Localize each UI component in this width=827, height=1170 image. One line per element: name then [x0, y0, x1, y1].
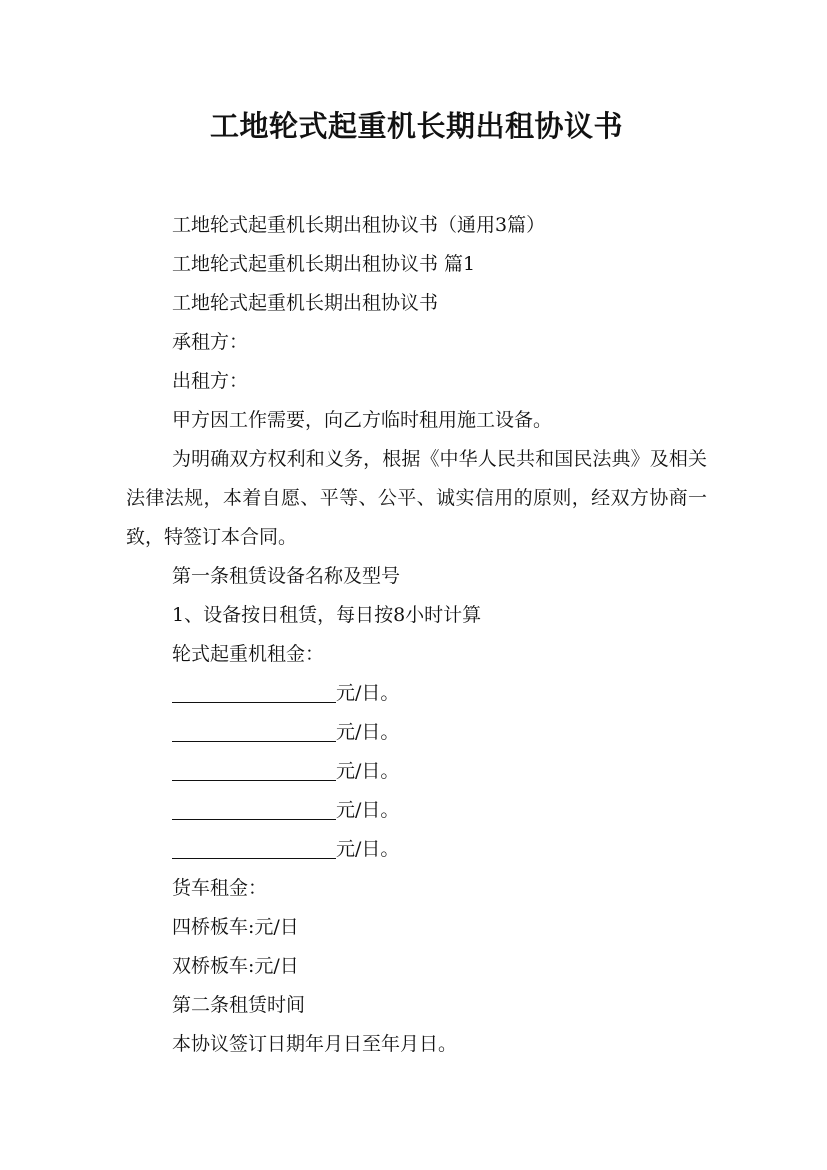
rate-unit: 元/日。	[336, 682, 400, 704]
blank-fill-line	[172, 836, 336, 859]
document-title: 工地轮式起重机长期出租协议书	[209, 109, 623, 143]
rate-line	[126, 713, 707, 752]
crane-rent-label: 轮式起重机租金：	[172, 643, 325, 665]
lessor-label: 出租方：	[172, 370, 249, 392]
basis-paragraph: 为明确双方权利和义务，根据《中华人民共和国民法典》及相关法律法规，本着自愿、平等、公平、诚实信用的原则，经双方协商一致，特签订本合同。	[126, 448, 707, 548]
article1-item1: 1、设备按日租赁，每日按8小时计算	[172, 604, 482, 626]
article2-heading: 第二条租赁时间	[172, 994, 306, 1016]
article2-text: 本协议签订日期年月日至年月日。	[172, 1033, 458, 1055]
lessee-label: 承租方：	[172, 331, 249, 353]
truck-two-axle: 双桥板车:元/日	[172, 955, 299, 977]
blank-fill-line	[172, 797, 336, 820]
section-heading: 工地轮式起重机长期出租协议书 篇1	[172, 253, 476, 275]
rate-line	[126, 674, 707, 713]
blank-fill-line	[172, 758, 336, 781]
document-subtitle: 工地轮式起重机长期出租协议书（通用3篇）	[172, 214, 546, 236]
rate-unit: 元/日。	[336, 760, 400, 782]
truck-rent-label: 货车租金：	[172, 877, 268, 899]
rate-line	[126, 791, 707, 830]
blank-fill-line	[172, 680, 336, 703]
article1-heading: 第一条租赁设备名称及型号	[172, 565, 401, 587]
rate-line	[126, 752, 707, 791]
agreement-title: 工地轮式起重机长期出租协议书	[172, 292, 439, 314]
rate-unit: 元/日。	[336, 799, 400, 821]
rate-unit: 元/日。	[336, 838, 400, 860]
rate-unit: 元/日。	[336, 721, 400, 743]
purpose-paragraph: 甲方因工作需要，向乙方临时租用施工设备。	[172, 409, 553, 431]
rate-line	[126, 830, 707, 869]
document-body	[126, 206, 707, 1064]
blank-fill-line	[172, 719, 336, 742]
truck-four-axle: 四桥板车:元/日	[172, 916, 299, 938]
